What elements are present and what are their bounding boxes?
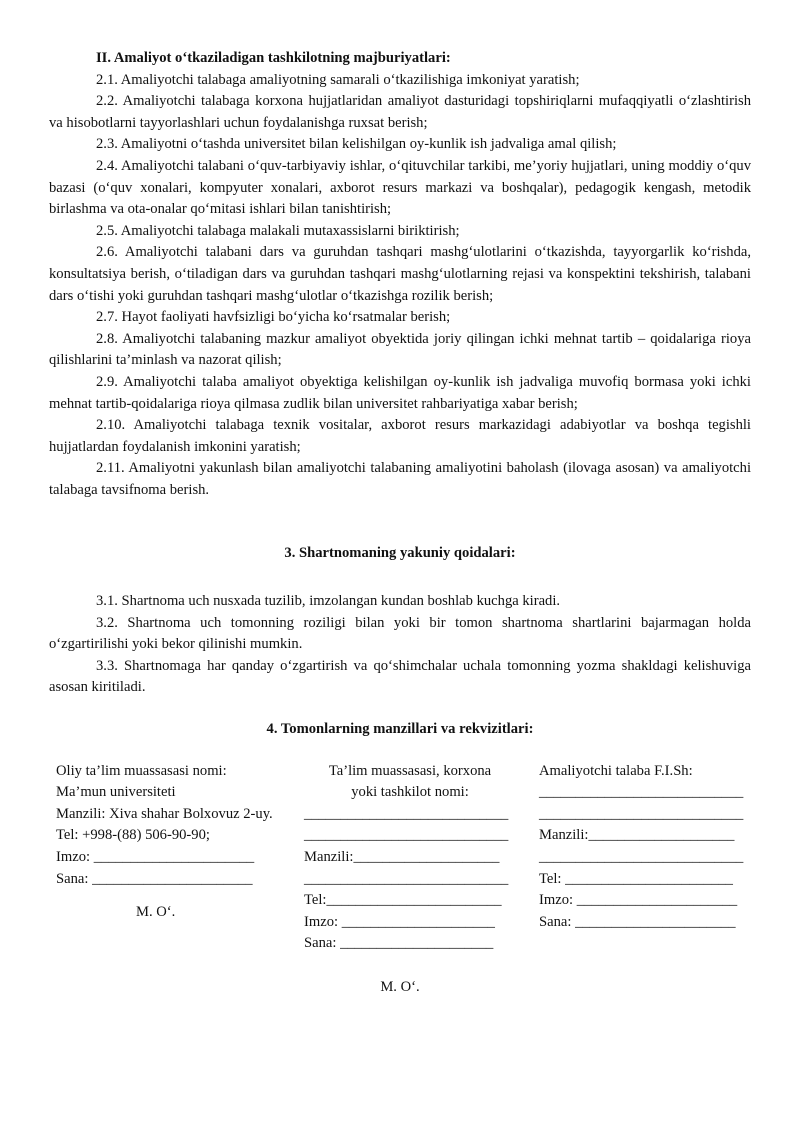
student-date: Sana: ______________________	[539, 913, 736, 930]
clause-3-2: 3.2. Shartnoma uch tomonning roziligi bilan yoki bir tomon shartnoma shartlarini bajarmagan holda o‘zgartirilishi yoki bekor qilinishi mumkin.	[49, 614, 751, 653]
spacer	[49, 741, 751, 761]
clause-2-5: 2.5. Amaliyotchi talabaga malakali mutaxassislarni biriktirish;	[96, 222, 460, 239]
organization-address-blank: ____________________________	[304, 870, 509, 887]
university-name: Ma’mun universiteti	[56, 784, 176, 801]
clause-2-11: 2.11. Amaliyotni yakunlash bilan amaliyotchi talabaning amaliyotini baholash (ilovaga asosan) va amaliyotchi talabaga tavsifnoma berish.	[49, 460, 751, 498]
organization-stamp: M. O‘.	[380, 978, 420, 995]
university-name-label: Oliy ta’lim muassasasi nomi:	[56, 762, 227, 779]
clause-2-6: 2.6. Amaliyotchi talabani dars va guruhdan tashqari mashg‘ulotlarini o‘tkazishda, tayyorgarlik ko‘rishda, konsultatsiya berish, o‘tiladigan dars va guruhdan tashqari mashg‘ulotlarning rejasi va konspektini tekshirish, talabani dars o‘tishi yoki guruhdan tashqari mashg‘ulotlar o‘tkazishga rozilik berish;	[49, 244, 751, 304]
spacer	[49, 699, 751, 719]
university-address: Manzili: Xiva shahar Bolxovuz 2-uy.	[56, 805, 273, 822]
clause-2-8: 2.8. Amaliyotchi talabaning mazkur amaliyot obyektida joriy qilingan ichki mehnat tartib – qoidalariga rioya qilishlarini ta’minlash va nazorat qilish;	[49, 330, 751, 369]
university-stamp: M. O‘.	[136, 904, 176, 921]
organization-name-blank-2: ____________________________	[304, 827, 509, 844]
organization-name-label-1: Ta’lim muassasasi, korxona	[328, 762, 492, 779]
clause-2-3: 2.3. Amaliyotni o‘tashda universitet bilan kelishilgan oy-kunlik ish jadvaliga amal qilish;	[96, 136, 617, 153]
clause-2-10: 2.10. Amaliyotchi talabaga texnik vositalar, axborot resurs markazidagi adabiyotlar va boshqa tegishli hujjatlardan foydalanish imkonini yaratish;	[49, 417, 751, 455]
clause-3-3: 3.3. Shartnomaga har qanday o‘zgartirish va qo‘shimchalar uchala tomonning yozma shakldagi kelishuviga asosan kiritiladi.	[49, 657, 751, 696]
requisites-columns	[56, 761, 751, 955]
organization-name-label-2: yoki tashkilot nomi:	[351, 784, 469, 801]
spacer	[49, 565, 751, 591]
clause-2-9: 2.9. Amaliyotchi talaba amaliyot obyektiga kelishilgan oy-kunlik ish jadvaliga muvofiq bormasa yoki ichki mehnat tartib-qoidalariga rioya qilmasa zudlik bilan universitet rahbariyatiga xabar berish;	[49, 373, 751, 412]
organization-name-blank-1: ____________________________	[304, 805, 509, 822]
clause-2-2: 2.2. Amaliyotchi talabaga korxona hujjatlaridan amaliyot dasturidagi topshiriqlarni mufaqqiyatli o‘zlashtirish va hisobotlarni tayyorlashlari uchun foydalanishga ruxsat berish;	[49, 93, 751, 131]
section-4-title: 4. Tomonlarning manzillari va rekvizitlari:	[266, 721, 534, 738]
organization-signature: Imzo: _____________________	[304, 913, 495, 930]
clause-3-1: 3.1. Shartnoma uch nusxada tuzilib, imzolangan kundan boshlab kuchga kiradi.	[96, 593, 561, 610]
university-phone: Tel: +998-(88) 506-90-90;	[56, 827, 210, 844]
organization-address: Manzili:____________________	[304, 849, 500, 865]
student-address-blank: ____________________________	[539, 849, 744, 865]
section-2-title: II. Amaliyot o‘tkaziladigan tashkilotning majburiyatlari:	[96, 50, 451, 66]
section-3-title: 3. Shartnomaning yakuniy qoidalari:	[284, 545, 516, 562]
student-name-label: Amaliyotchi talaba F.I.Sh:	[539, 762, 693, 779]
student-name-blank-2: ____________________________	[539, 805, 744, 822]
student-phone: Tel: _______________________	[539, 870, 733, 887]
organization-requisites	[304, 761, 516, 955]
student-address: Manzili:____________________	[539, 827, 735, 844]
university-signature: Imzo: ______________________	[56, 849, 255, 865]
clause-2-7: 2.7. Hayot faoliyati havfsizligi bo‘yicha ko‘rsatmalar berish;	[96, 309, 451, 326]
clause-2-1: 2.1. Amaliyotchi talabaga amaliyotning samarali o‘tkazilishiga imkoniyat yaratish;	[96, 71, 580, 88]
student-name-blank-1: ____________________________	[539, 784, 744, 801]
university-date: Sana: ______________________	[56, 870, 253, 887]
spacer	[49, 501, 751, 543]
organization-date: Sana: _____________________	[304, 935, 494, 952]
university-requisites	[56, 761, 281, 955]
student-requisites	[539, 761, 751, 955]
student-signature: Imzo: ______________________	[539, 892, 738, 909]
organization-phone: Tel:________________________	[304, 892, 502, 909]
clause-2-4: 2.4. Amaliyotchi talabani o‘quv-tarbiyaviy ishlar, o‘qituvchilar tarkibi, me’yoriy hujjatlari, uning moddiy o‘quv bazasi (o‘quv xonalari, kompyuter xonalari, axborot resurs markazi va boshqalar), pedagogik kengash, metodik birlashma va ota-onalar qo‘mitasi ishlari bilan tanishtirish;	[49, 157, 751, 218]
